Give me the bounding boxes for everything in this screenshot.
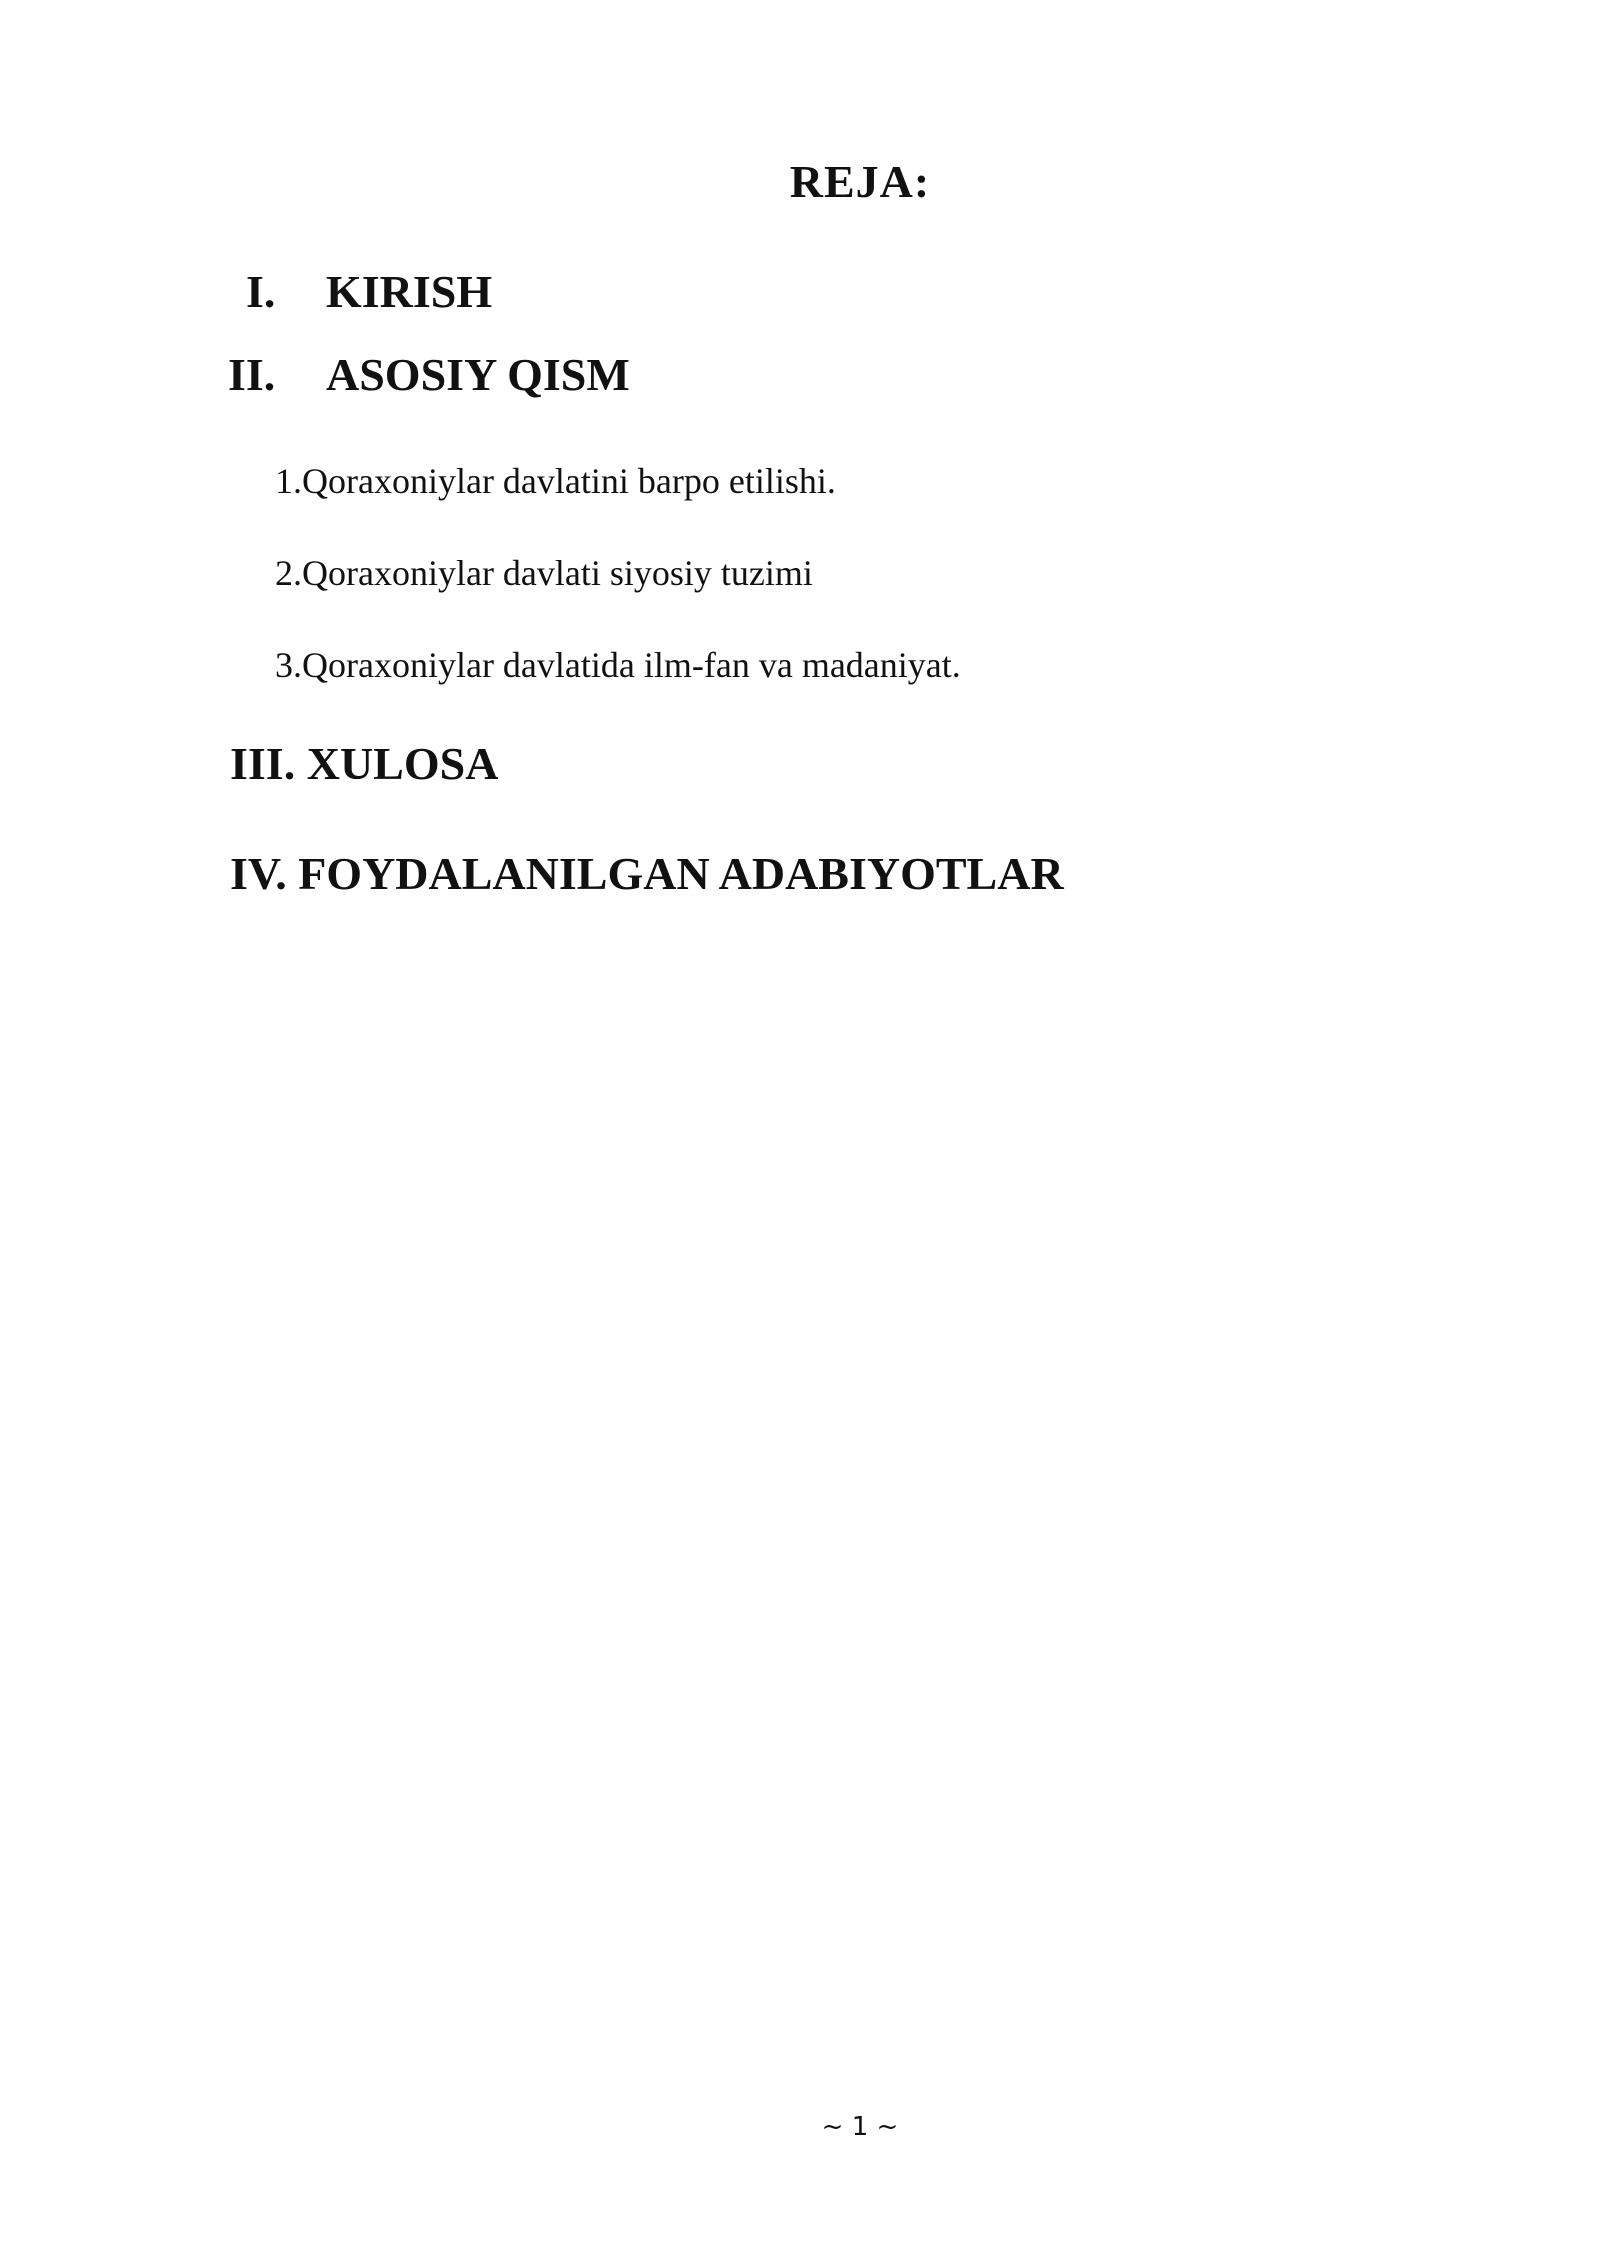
section-label: XULOSA xyxy=(306,738,499,789)
subsection-item: 3.Qoraxoniylar davlatida ilm-fan va madaniyat. xyxy=(275,645,961,685)
section-label: ASOSIY QISM xyxy=(326,349,630,400)
section-label: FOYDALANILGAN ADABIYOTLAR xyxy=(298,848,1064,899)
page-title: REJA: xyxy=(789,156,931,207)
section-number: IV. xyxy=(230,848,287,899)
section-heading-xulosa xyxy=(230,734,498,794)
page-number: ~ 1 ~ xyxy=(821,2112,899,2142)
section-label: KIRISH xyxy=(326,266,493,317)
section-number: I. xyxy=(246,266,276,317)
section-heading-adabiyotlar xyxy=(230,844,1064,904)
section-number: II. xyxy=(228,349,276,400)
subsection-item: 1.Qoraxoniylar davlatini barpo etilishi. xyxy=(275,461,836,501)
subsection-item: 2.Qoraxoniylar davlati siyosiy tuzimi xyxy=(275,553,813,593)
section-number: III. xyxy=(230,738,296,789)
